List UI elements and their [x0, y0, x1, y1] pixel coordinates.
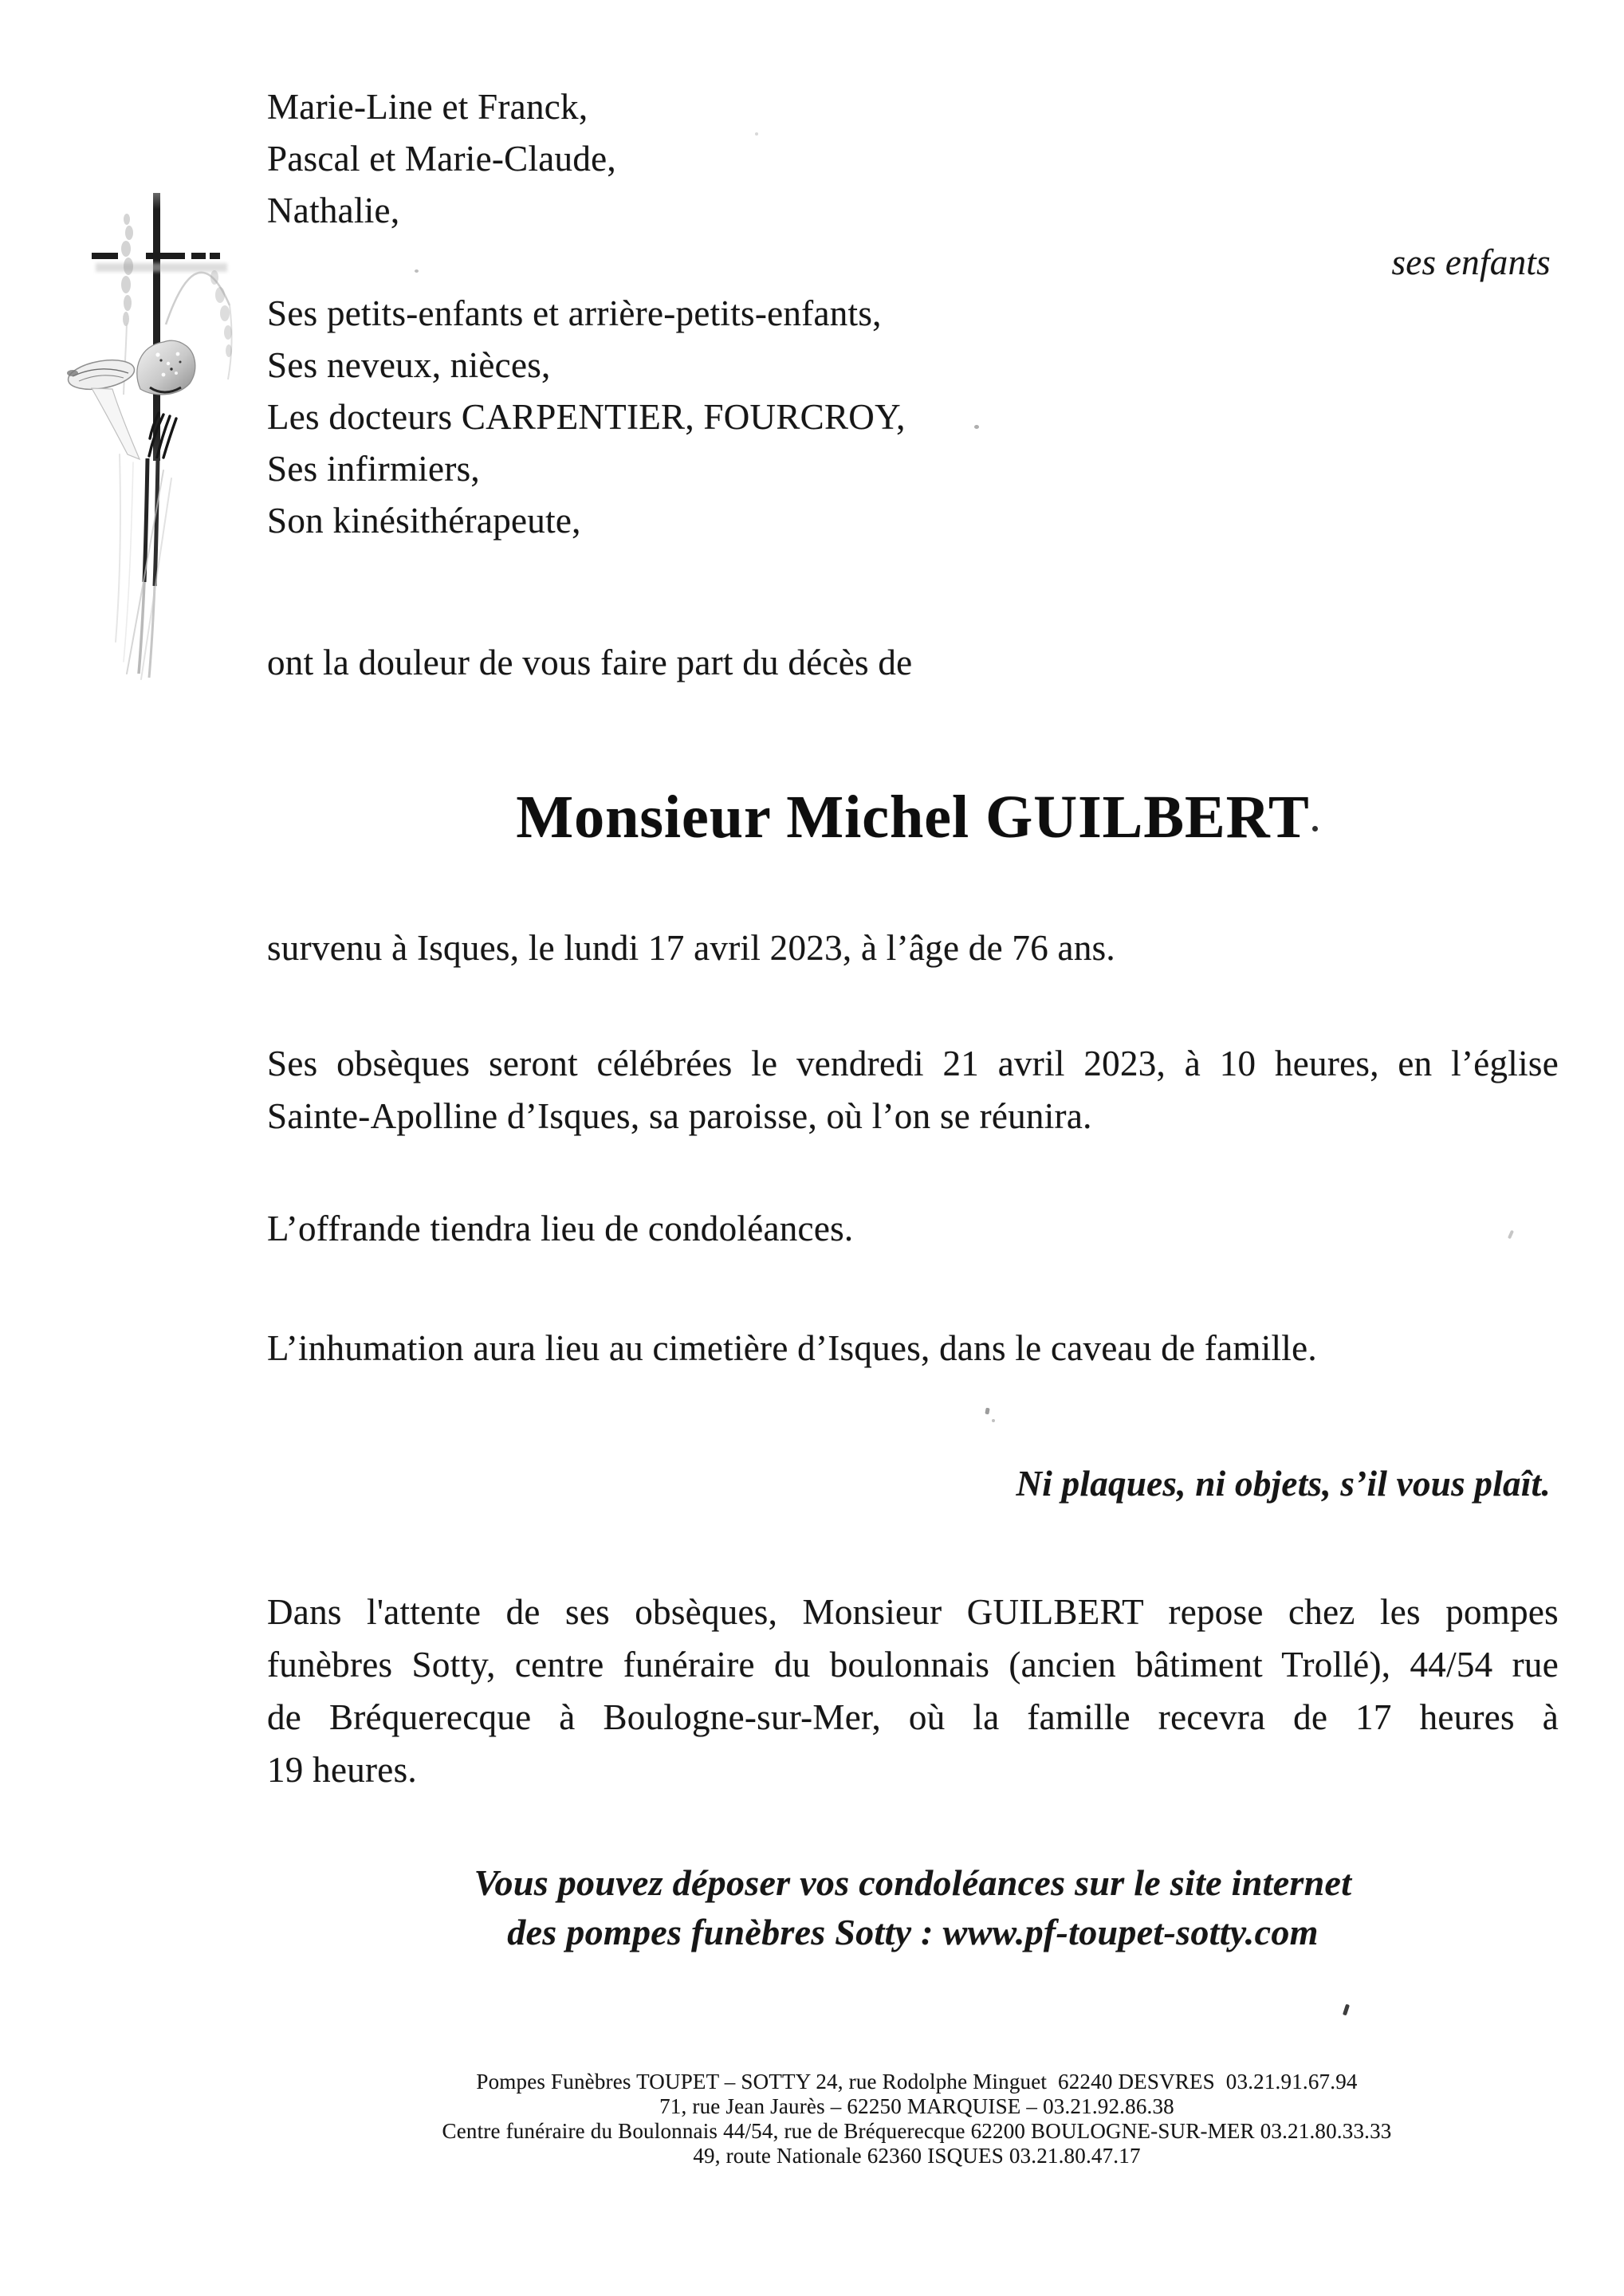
online-condolences-note — [267, 1858, 1559, 1957]
cross-horizontal-dashes — [92, 253, 220, 259]
funeral-home-addresses — [267, 2070, 1567, 2168]
lily-stem-right — [155, 458, 158, 586]
relative-line: Ses petits-enfants et arrière-petits-enfants, — [267, 293, 882, 333]
child-name-line: Nathalie, — [267, 191, 400, 230]
scan-speck — [1343, 2004, 1350, 2016]
address-line: 71, rue Jean Jaurès – 62250 MARQUISE – 03.21.92.86.38 — [659, 2094, 1174, 2118]
death-info-line: survenu à Isques, le lundi 17 avril 2023, à l’âge de 76 ans. — [267, 928, 1115, 968]
condolences-line: Vous pouvez déposer vos condoléances sur le site internet — [474, 1862, 1352, 1903]
relative-line: Les docteurs CARPENTIER, FOURCROY, — [267, 397, 906, 437]
condolences-line: des pompes funèbres Sotty : www.pf-toupet-sotty.com — [507, 1912, 1319, 1952]
cross-with-calla-lilies-artwork — [44, 183, 283, 741]
address-line: Centre funéraire du Boulonnais 44/54, rue de Bréquerecque 62200 BOULOGNE-SUR-MER 03.21.80.33.33 — [442, 2119, 1392, 2143]
burial-line: L’inhumation aura lieu au cimetière d’Isques, dans le caveau de famille. — [267, 1328, 1317, 1368]
deceased-name-title: Monsieur Michel GUILBERT — [516, 784, 1310, 851]
child-name-line: Marie-Line et Franck, — [267, 87, 588, 127]
children-relation-label: ses enfants — [1391, 242, 1551, 282]
paragraph-line: Sainte-Apolline d’Isques, sa paroisse, où l’on se réunira. — [267, 1096, 1092, 1136]
no-plaques-request-line: Ni plaques, ni objets, s’il vous plaît. — [1016, 1464, 1551, 1504]
lily-funnel — [92, 388, 140, 459]
paragraph-line: Ses obsèques seront célébrées le vendredi 21 avril 2023, à 10 heures, en l’église — [267, 1044, 1559, 1083]
gray-smear — [96, 263, 227, 272]
scan-speck — [992, 1419, 995, 1422]
relative-line: Ses infirmiers, — [267, 449, 480, 489]
calla-lily-left — [66, 356, 137, 394]
relative-line: Ses neveux, nièces, — [267, 345, 551, 385]
scan-speck — [985, 1408, 989, 1415]
paragraph-line: 19 heures. — [267, 1750, 417, 1790]
repose-paragraph — [267, 1586, 1559, 1796]
paragraph-line: de Bréquerecque à Boulogne-sur-Mer, où la famille recevra de 17 heures à — [267, 1697, 1559, 1737]
paragraph-line: funèbres Sotty, centre funéraire du boulonnais (ancien bâtiment Trollé), 44/54 rue — [267, 1645, 1559, 1685]
wheat-spike-right — [210, 270, 232, 357]
relative-line: Son kinésithérapeute, — [267, 501, 581, 541]
offering-line: L’offrande tiendra lieu de condoléances. — [267, 1209, 854, 1248]
relatives-list — [267, 288, 1559, 547]
address-line: Pompes Funèbres TOUPET – SOTTY 24, rue Rodolphe Minguet 62240 DESVRES 03.21.91.67.94 — [476, 2070, 1358, 2094]
address-line: 49, route Nationale 62360 ISQUES 03.21.80.47.17 — [693, 2144, 1141, 2168]
funeral-paragraph — [267, 1037, 1559, 1142]
child-name-line: Pascal et Marie-Claude, — [267, 139, 616, 179]
children-names-list — [267, 81, 1559, 237]
calla-lily-right — [137, 340, 195, 395]
announcement-line: ont la douleur de vous faire part du décès de — [267, 643, 913, 682]
paragraph-line: Dans l'attente de ses obsèques, Monsieur GUILBERT repose chez les pompes — [267, 1592, 1559, 1632]
